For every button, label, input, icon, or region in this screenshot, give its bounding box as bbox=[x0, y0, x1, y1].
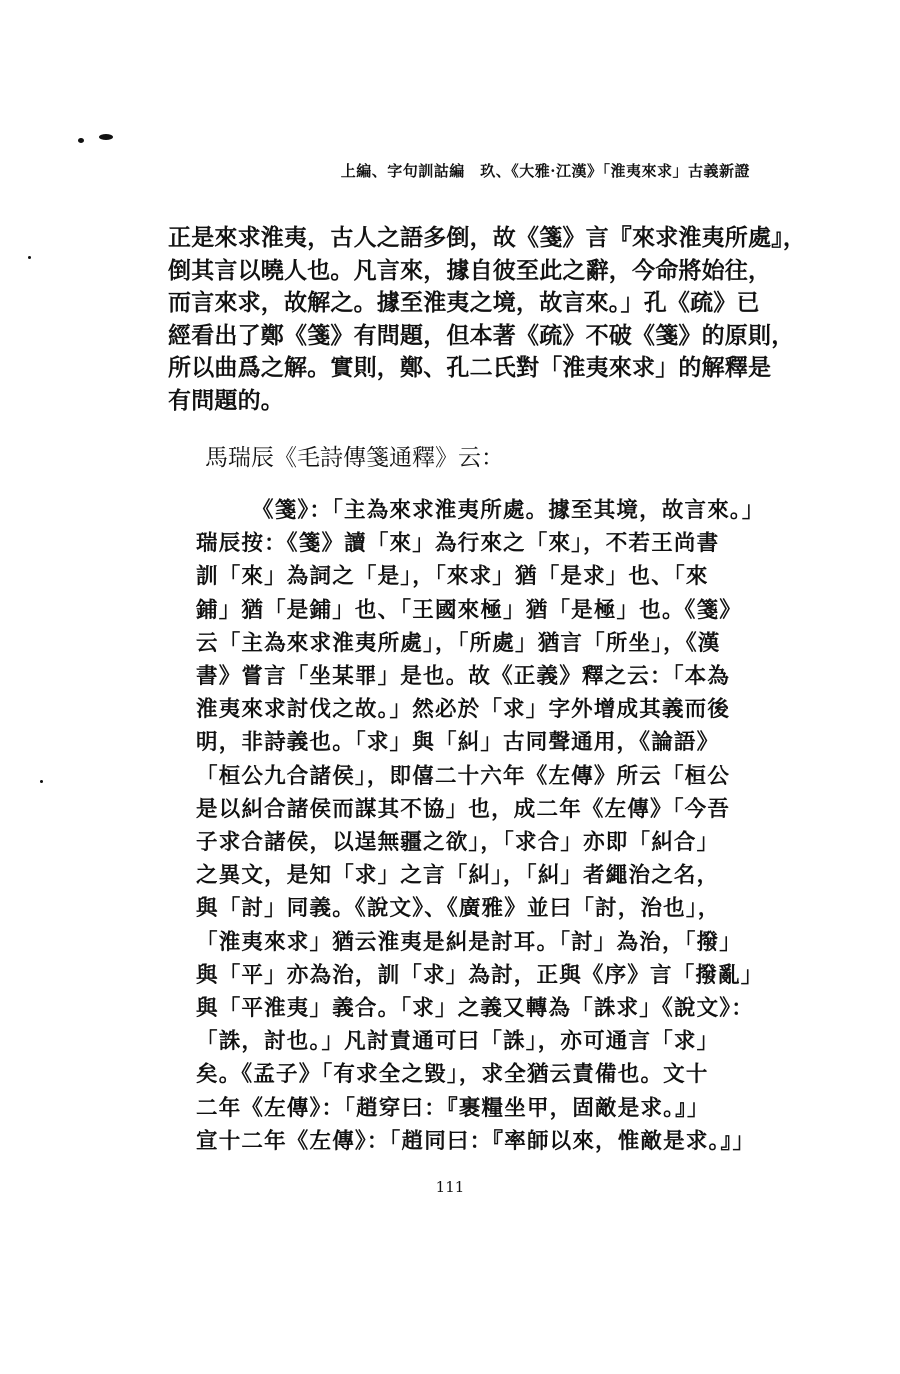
paragraph-block bbox=[168, 222, 807, 417]
quote-line: 與「平淮夷」義合。「求」之義又轉為「誅求」《說文》： bbox=[196, 996, 754, 1022]
scan-speck bbox=[99, 134, 113, 140]
text-line: 倒其言以曉人也。凡言來，據自彼至此之辭，今命將始往， bbox=[168, 256, 772, 284]
scan-speck bbox=[40, 780, 43, 783]
quote-line: 鋪」猶「是鋪」也、「王國來極」猶「是極」也。《箋》 bbox=[196, 597, 743, 623]
quote-line: 二年《左傳》：「趙穿曰：『裹糧坐甲，固敵是求。』」 bbox=[196, 1095, 710, 1121]
text-line: 經看出了鄭《箋》有問題，但本著《疏》不破《箋》的原則， bbox=[168, 321, 795, 349]
quote-line: 與「平」亦為治，訓「求」為討，正與《序》言「撥亂」 bbox=[196, 962, 764, 988]
page-number: 111 bbox=[435, 1178, 465, 1196]
quote-line: 云「主為來求淮夷所處」，「所處」猶言「所坐」，《漢 bbox=[196, 630, 721, 656]
quote-line: 「桓公九合諸侯」，即僖二十六年《左傳》所云「桓公 bbox=[196, 763, 731, 789]
scan-speck bbox=[78, 138, 84, 143]
block-quote bbox=[196, 494, 765, 1158]
quote-line: 淮夷來求討伐之故。」然必於「求」字外增成其義而後 bbox=[196, 697, 731, 723]
text-line: 有問題的。 bbox=[168, 386, 284, 414]
quote-line: 《箋》：「主為來求淮夷所處。據至其境，故言來。」 bbox=[252, 498, 765, 523]
quote-line: 瑞辰按：《箋》讀「來」為行來之「來」，不若王尚書 bbox=[196, 531, 720, 557]
quote-line: 之異文，是知「求」之言「糾」，「糾」者繩治之名， bbox=[196, 863, 720, 889]
quote-line: 「誅，討也。」凡討責通可曰「誅」，亦可通言「求」 bbox=[196, 1029, 720, 1055]
quote-line: 「淮夷來求」猶云淮夷是糾是討耳。「討」為治，「撥」 bbox=[196, 929, 743, 955]
quote-line: 明，非詩義也。「求」與「糾」古同聲通用，《論語》 bbox=[196, 730, 720, 756]
quote-line: 訓「來」為詞之「是」，「來求」猶「是求」也、「來 bbox=[196, 564, 709, 590]
scan-speck bbox=[28, 256, 31, 259]
text-line: 所以曲爲之解。實則，鄭、孔二氏對「淮夷來求」的解釋是 bbox=[168, 354, 772, 381]
text-line: 正是來求淮夷，古人之語多倒，故《箋》言『來求淮夷所處』， bbox=[168, 224, 807, 251]
running-header: 上編、字句訓詁編 玖、《大雅·江漢》「淮夷來求」古義新證 bbox=[340, 162, 750, 180]
quote-line: 宣十二年《左傳》：「趙同曰：『率師以來，惟敵是求。』」 bbox=[196, 1128, 756, 1154]
quote-line: 子求合諸侯，以逞無疆之欲」，「求合」亦即「糾合」 bbox=[196, 830, 720, 856]
quote-line: 是以糾合諸侯而謀其不協」也，成二年《左傳》「今吾 bbox=[196, 796, 731, 822]
quote-line: 與「討」同義。《說文》、《廣雅》並曰「討，治也」， bbox=[196, 896, 721, 922]
quote-line: 書》嘗言「坐某罪」是也。故《正義》釋之云：「本為 bbox=[196, 664, 731, 690]
text-line: 而言來求，故解之。據至淮夷之境，故言來。」孔《疏》已 bbox=[168, 289, 760, 316]
citation-lead-in: 馬瑞辰《毛詩傳箋通釋》云： bbox=[205, 445, 504, 471]
quote-line: 矣。《孟子》「有求全之毀」，求全猶云責備也。文十 bbox=[196, 1062, 709, 1088]
